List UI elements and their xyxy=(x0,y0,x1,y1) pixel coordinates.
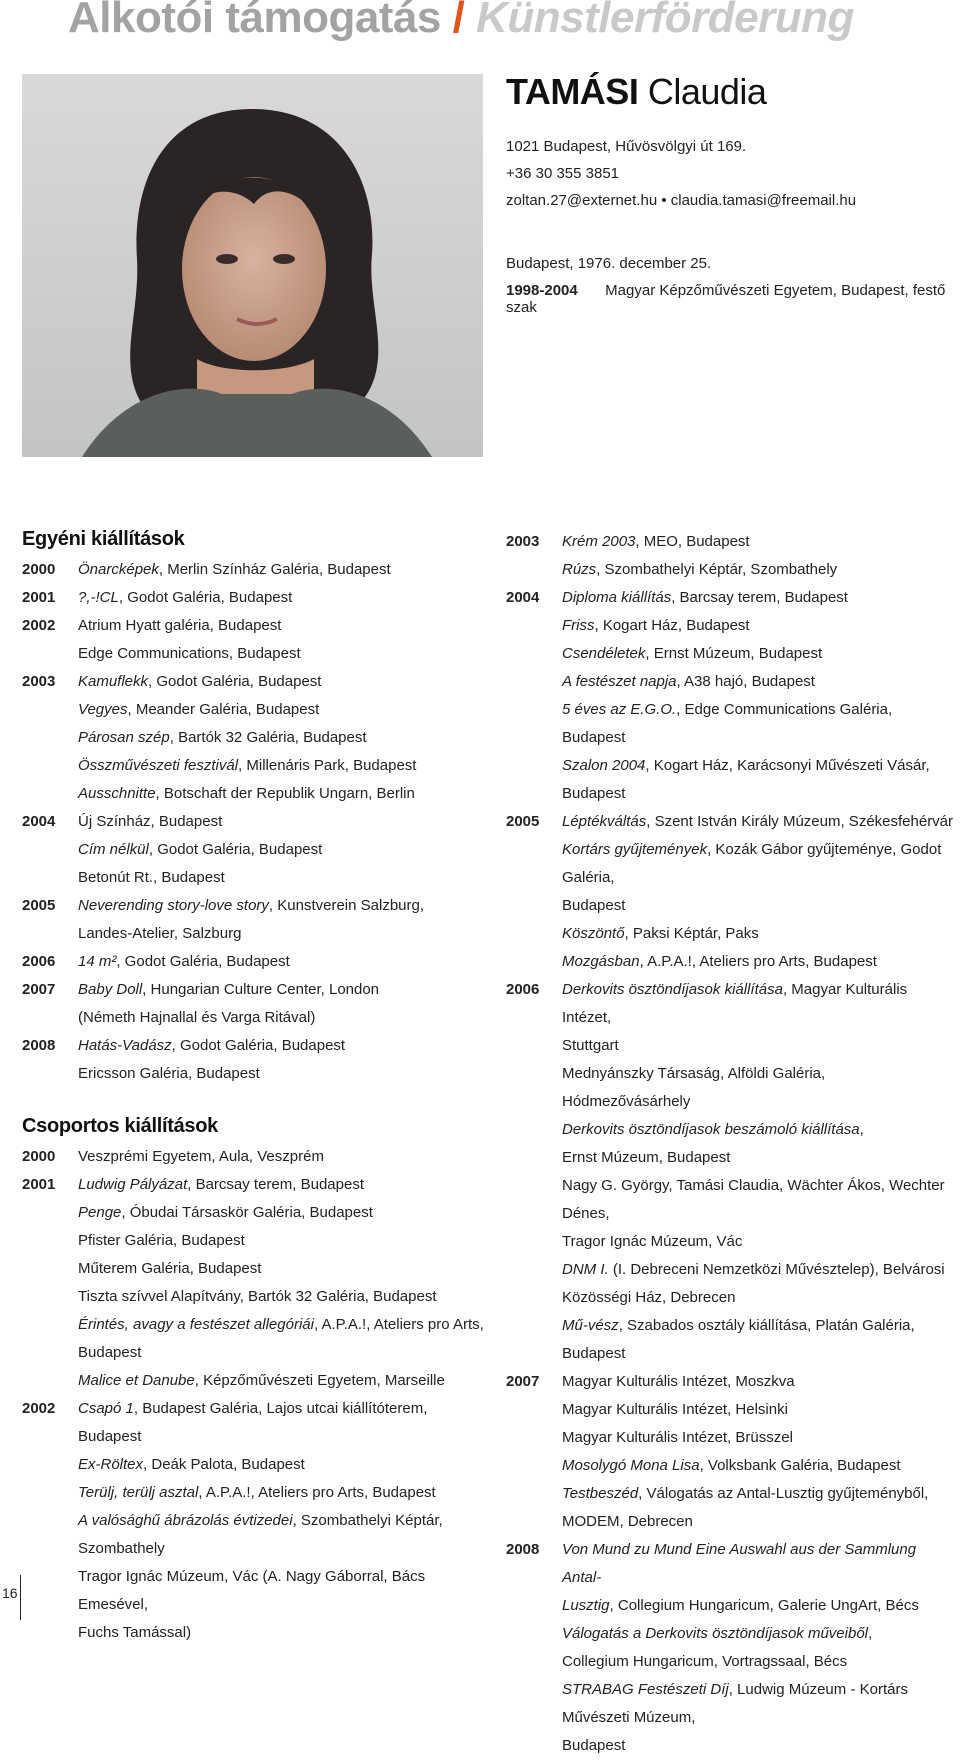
exhibition-venue: , Kunstverein Salzburg, xyxy=(268,897,425,914)
exhibition-title: Lusztig xyxy=(562,1597,610,1614)
exhibition-year: 2006 xyxy=(506,981,540,998)
exhibition-venue: Fuchs Tamással) xyxy=(78,1624,192,1641)
exhibition-entry xyxy=(506,1732,956,1760)
exhibition-entry xyxy=(506,1676,956,1732)
exhibition-year: 2001 xyxy=(22,589,56,606)
exhibition-entry xyxy=(506,976,956,1032)
exhibition-venue: , Magyar Kulturális Intézet, xyxy=(562,981,908,1026)
exhibition-entry xyxy=(506,528,956,556)
education-row xyxy=(506,282,960,316)
exhibition-venue: , Szent István Király Múzeum, Székesfehérvár xyxy=(646,813,954,830)
exhibition-title: 14 m² xyxy=(78,953,117,970)
exhibition-entry xyxy=(506,1060,956,1116)
exhibition-venue: Ericsson Galéria, Budapest xyxy=(78,1065,260,1082)
exhibition-venue: , Szabados osztály kiállítása, Platán Galéria, Budapest xyxy=(562,1317,915,1362)
exhibition-venue: , Botschaft der Republik Ungarn, Berlin xyxy=(155,785,415,802)
exhibition-entry xyxy=(22,1032,492,1060)
exhibition-year: 2002 xyxy=(22,617,56,634)
exhibition-title: Ausschnitte xyxy=(78,785,156,802)
exhibition-venue: Magyar Kulturális Intézet, Moszkva xyxy=(562,1373,795,1390)
artist-given-name: Claudia xyxy=(647,71,767,112)
exhibition-entry xyxy=(22,780,492,808)
exhibition-entry xyxy=(22,724,492,752)
exhibition-title: Derkovits ösztöndíjasok kiállítása xyxy=(562,981,783,998)
exhibition-venue: , Budapest Galéria, Lajos utcai kiállítóterem, Budapest xyxy=(78,1400,428,1445)
exhibition-entry xyxy=(22,1004,492,1032)
exhibition-entry xyxy=(506,948,956,976)
exhibition-venue: Magyar Kulturális Intézet, Brüsszel xyxy=(562,1429,793,1446)
exhibition-entry xyxy=(22,808,492,836)
exhibition-title: Szalon 2004 xyxy=(562,757,646,774)
exhibition-year: 2008 xyxy=(22,1037,56,1054)
exhibition-venue: , Godot Galéria, Budapest xyxy=(148,841,323,858)
artist-name xyxy=(506,70,766,113)
exhibition-title: Baby Doll xyxy=(78,981,143,998)
exhibition-venue: Ernst Múzeum, Budapest xyxy=(562,1149,731,1166)
exhibition-entry xyxy=(22,1563,492,1619)
exhibition-title: Malice et Danube xyxy=(78,1372,195,1389)
exhibition-title: Cím nélkül xyxy=(78,841,149,858)
artist-address: 1021 Budapest, Hűvösvölgyi út 169. xyxy=(506,138,747,155)
exhibition-year: 2002 xyxy=(22,1400,56,1417)
exhibition-venue: Magyar Kulturális Intézet, Helsinki xyxy=(562,1401,788,1418)
exhibition-entry xyxy=(22,920,492,948)
solo-exhibitions-list xyxy=(22,556,492,1088)
exhibition-venue: Veszprémi Egyetem, Aula, Veszprém xyxy=(78,1148,324,1165)
exhibition-title: DNM I. xyxy=(562,1261,609,1278)
exhibition-entry xyxy=(506,836,956,892)
exhibition-venue: , Deák Palota, Budapest xyxy=(143,1456,305,1473)
exhibition-entry xyxy=(22,1199,492,1227)
exhibition-venue: , Kogart Ház, Karácsonyi Művészeti Vásár, Budapest xyxy=(562,757,930,802)
exhibition-venue: Új Színház, Budapest xyxy=(78,813,223,830)
exhibition-year: 2004 xyxy=(506,589,540,606)
exhibition-venue: Tragor Ignác Múzeum, Vác xyxy=(562,1233,743,1250)
exhibition-venue: , Godot Galéria, Budapest xyxy=(148,673,322,690)
exhibition-venue: Közösségi Ház, Debrecen xyxy=(562,1289,736,1306)
group-exhibitions-list-continued xyxy=(506,528,956,1760)
exhibition-year: 2003 xyxy=(506,533,540,550)
exhibition-title: Köszöntő xyxy=(562,925,625,942)
exhibition-venue: Tragor Ignác Múzeum, Vác (A. Nagy Gáborral, Bács Emesével, xyxy=(78,1568,426,1613)
exhibition-venue: MODEM, Debrecen xyxy=(562,1513,693,1530)
exhibition-title: Penge xyxy=(78,1204,122,1221)
exhibition-entry xyxy=(22,752,492,780)
group-exhibitions-list xyxy=(22,1143,492,1647)
exhibition-entry xyxy=(506,1228,956,1256)
exhibition-venue: , Válogatás az Antal-Lusztig gyűjteményből, xyxy=(638,1485,929,1502)
exhibition-title: Kortárs gyűjtemények xyxy=(562,841,708,858)
exhibition-entry xyxy=(22,1255,492,1283)
artist-birth: Budapest, 1976. december 25. xyxy=(506,255,712,272)
exhibition-venue: Budapest xyxy=(562,1737,626,1754)
header-separator: / xyxy=(452,0,465,42)
exhibition-venue: Budapest xyxy=(78,1344,142,1361)
artist-emails: zoltan.27@externet.hu • claudia.tamasi@freemail.hu xyxy=(506,192,857,209)
exhibition-venue: , Meander Galéria, Budapest xyxy=(127,701,320,718)
exhibition-year: 2007 xyxy=(22,981,56,998)
exhibition-venue: , Edge Communications Galéria, Budapest xyxy=(562,701,893,746)
exhibition-entry xyxy=(22,864,492,892)
exhibition-entry xyxy=(22,1227,492,1255)
exhibition-venue: , A.P.A.!, Ateliers pro Arts, Budapest xyxy=(639,953,877,970)
exhibition-entry xyxy=(506,1592,956,1620)
exhibition-venue: Edge Communications, Budapest xyxy=(78,645,301,662)
exhibition-venue: , Godot Galéria, Budapest xyxy=(118,589,293,606)
exhibition-venue: , Bartók 32 Galéria, Budapest xyxy=(169,729,367,746)
exhibition-venue: , Volksbank Galéria, Budapest xyxy=(699,1457,901,1474)
exhibition-title: Ludwig Pályázat xyxy=(78,1176,188,1193)
exhibition-entry xyxy=(22,1451,492,1479)
exhibition-venue: , Ludwig Múzeum - Kortárs Művészeti Múzeum, xyxy=(562,1681,908,1726)
exhibition-venue: , Godot Galéria, Budapest xyxy=(116,953,290,970)
exhibition-entry xyxy=(506,696,956,752)
exhibition-entry xyxy=(506,1032,956,1060)
exhibition-title: Terülj, terülj asztal xyxy=(78,1484,199,1501)
exhibition-entry xyxy=(22,640,492,668)
exhibition-venue: , xyxy=(868,1625,873,1642)
exhibition-venue: , Óbudai Társaskör Galéria, Budapest xyxy=(121,1204,373,1221)
exhibition-entry xyxy=(506,1536,956,1592)
exhibition-year: 2005 xyxy=(506,813,540,830)
exhibition-venue: Budapest xyxy=(562,897,626,914)
exhibition-entry xyxy=(22,1311,492,1339)
exhibition-entry xyxy=(506,1620,956,1648)
exhibition-title: Érintés, avagy a festészet allegóriái xyxy=(78,1316,314,1333)
artist-phone: +36 30 355 3851 xyxy=(506,165,620,182)
exhibition-year: 2003 xyxy=(22,673,56,690)
exhibition-title: Kamuflekk xyxy=(78,673,149,690)
exhibition-title: Csendéletek xyxy=(562,645,646,662)
exhibition-entry xyxy=(506,556,956,584)
exhibition-entry xyxy=(506,1144,956,1172)
exhibition-venue: , Szombathelyi Képtár, Szombathely xyxy=(78,1512,443,1557)
exhibition-entry xyxy=(22,1367,492,1395)
exhibition-entry xyxy=(22,1171,492,1199)
exhibition-entry xyxy=(22,556,492,584)
exhibition-venue: Műterem Galéria, Budapest xyxy=(78,1260,262,1277)
exhibition-venue: Mednyánszky Társaság, Alföldi Galéria, Hódmezővásárhely xyxy=(562,1065,826,1110)
exhibition-entry xyxy=(22,892,492,920)
exhibition-venue: , A.P.A.!, Ateliers pro Arts, Budapest xyxy=(198,1484,436,1501)
exhibition-venue: , Képzőművészeti Egyetem, Marseille xyxy=(194,1372,445,1389)
page-number: 16 xyxy=(2,1585,18,1601)
exhibition-title: Összművészeti fesztivál xyxy=(78,757,239,774)
exhibition-title: Mű-vész xyxy=(562,1317,619,1334)
exhibition-year: 2008 xyxy=(506,1541,540,1558)
exhibition-title: Önarcképek xyxy=(78,561,159,578)
exhibition-entry xyxy=(506,584,956,612)
exhibition-venue: Nagy G. György, Tamási Claudia, Wächter Ákos, Wechter Dénes, xyxy=(562,1177,945,1222)
exhibition-year: 2006 xyxy=(22,953,56,970)
exhibition-entry xyxy=(22,1507,492,1563)
exhibition-entry xyxy=(22,668,492,696)
exhibition-title: STRABAG Festészeti Díj xyxy=(562,1681,729,1698)
exhibition-venue: Tiszta szívvel Alapítvány, Bartók 32 Galéria, Budapest xyxy=(78,1288,437,1305)
exhibition-entry xyxy=(506,1368,956,1396)
exhibition-entry xyxy=(506,668,956,696)
exhibition-title: Párosan szép xyxy=(78,729,170,746)
exhibition-title: Testbeszéd xyxy=(562,1485,639,1502)
exhibition-entry xyxy=(22,1143,492,1171)
exhibition-entry xyxy=(506,1508,956,1536)
exhibition-title: Neverending story-love story xyxy=(78,897,269,914)
page-number-rule xyxy=(20,1575,21,1620)
exhibition-venue: , Merlin Színház Galéria, Budapest xyxy=(158,561,391,578)
exhibition-entry xyxy=(506,1116,956,1144)
exhibition-venue: , Collegium Hungaricum, Galerie UngArt, Bécs xyxy=(609,1597,919,1614)
exhibition-year: 2007 xyxy=(506,1373,540,1390)
header-german: Künstlerförderung xyxy=(476,0,854,42)
exhibition-title: Mosolygó Mona Lisa xyxy=(562,1457,700,1474)
exhibition-entry xyxy=(22,1060,492,1088)
exhibition-title: Von Mund zu Mund Eine Auswahl aus der Sammlung Antal- xyxy=(562,1541,917,1586)
exhibition-entry xyxy=(506,1172,956,1228)
exhibition-venue: , Paksi Képtár, Paks xyxy=(624,925,759,942)
exhibition-title: A valósághű ábrázolás évtizedei xyxy=(78,1512,293,1529)
exhibition-venue: , Godot Galéria, Budapest xyxy=(171,1037,346,1054)
exhibition-venue: , Szombathelyi Képtár, Szombathely xyxy=(596,561,838,578)
exhibition-entry xyxy=(22,612,492,640)
exhibition-entry xyxy=(22,1395,492,1451)
exhibition-title: Léptékváltás xyxy=(562,813,647,830)
exhibition-entry xyxy=(22,976,492,1004)
exhibition-entry xyxy=(506,808,956,836)
exhibition-title: Diploma kiállítás xyxy=(562,589,672,606)
exhibition-title: Friss xyxy=(562,617,595,634)
exhibition-entry xyxy=(506,1452,956,1480)
exhibition-entry xyxy=(22,1283,492,1311)
exhibition-entry xyxy=(22,1479,492,1507)
exhibition-year: 2000 xyxy=(22,1148,56,1165)
exhibition-entry xyxy=(506,892,956,920)
portrait-image xyxy=(22,74,483,457)
education-years: 1998-2004 xyxy=(506,282,578,299)
artist-surname: TAMÁSI xyxy=(506,71,639,112)
exhibition-venue: Pfister Galéria, Budapest xyxy=(78,1232,245,1249)
artist-portrait xyxy=(22,74,483,457)
exhibition-venue: Landes-Atelier, Salzburg xyxy=(78,925,242,942)
exhibition-title: Rúzs xyxy=(562,561,597,578)
exhibition-title: Válogatás a Derkovits ösztöndíjasok műveiből xyxy=(562,1625,868,1642)
exhibition-year: 2001 xyxy=(22,1176,56,1193)
exhibition-venue: , Barcsay terem, Budapest xyxy=(671,589,848,606)
exhibition-venue: (I. Debreceni Nemzetközi Művésztelep), Belvárosi xyxy=(608,1261,945,1278)
exhibition-venue: , Kozák Gábor gyűjteménye, Godot Galéria, xyxy=(562,841,942,886)
exhibition-entry xyxy=(506,1312,956,1368)
exhibition-entry xyxy=(506,1256,956,1284)
education-text: Magyar Képzőművészeti Egyetem, Budapest, festő szak xyxy=(506,282,946,316)
exhibition-entry xyxy=(22,948,492,976)
exhibition-title: Mozgásban xyxy=(562,953,640,970)
exhibition-venue: , Millenáris Park, Budapest xyxy=(238,757,417,774)
exhibition-title: Csapó 1 xyxy=(78,1400,134,1417)
exhibition-entry xyxy=(22,1619,492,1647)
exhibition-venue: Collegium Hungaricum, Vortragssaal, Bécs xyxy=(562,1653,848,1670)
group-exhibitions-title: Csoportos kiállítások xyxy=(22,1115,218,1137)
exhibition-venue: Betonút Rt., Budapest xyxy=(78,869,225,886)
exhibition-venue: , xyxy=(859,1121,864,1138)
exhibition-entry xyxy=(506,640,956,668)
exhibition-entry xyxy=(506,920,956,948)
header-hungarian: Alkotói támogatás xyxy=(68,0,441,42)
exhibition-title: Ex-Röltex xyxy=(78,1456,144,1473)
page-header xyxy=(68,0,854,45)
exhibition-entry xyxy=(506,1648,956,1676)
exhibition-title: ?,-!CL xyxy=(78,589,119,606)
exhibition-venue: (Németh Hajnallal és Varga Ritával) xyxy=(78,1009,316,1026)
exhibition-venue: , Kogart Ház, Budapest xyxy=(594,617,750,634)
exhibition-year: 2005 xyxy=(22,897,56,914)
exhibition-venue: Atrium Hyatt galéria, Budapest xyxy=(78,617,282,634)
exhibition-entry xyxy=(22,696,492,724)
exhibition-venue: , MEO, Budapest xyxy=(635,533,750,550)
exhibition-title: 5 éves az E.G.O. xyxy=(562,701,677,718)
exhibition-entry xyxy=(22,1339,492,1367)
exhibition-year: 2004 xyxy=(22,813,56,830)
exhibition-venue: , Barcsay terem, Budapest xyxy=(187,1176,364,1193)
exhibition-venue: , Hungarian Culture Center, London xyxy=(142,981,380,998)
exhibition-title: Hatás-Vadász xyxy=(78,1037,172,1054)
exhibition-entry xyxy=(506,612,956,640)
exhibition-entry xyxy=(506,752,956,808)
exhibition-title: A festészet napja xyxy=(562,673,677,690)
exhibition-entry xyxy=(506,1480,956,1508)
exhibition-entry xyxy=(22,584,492,612)
exhibition-title: Derkovits ösztöndíjasok beszámoló kiállítása xyxy=(562,1121,860,1138)
solo-exhibitions-title: Egyéni kiállítások xyxy=(22,528,185,550)
exhibition-title: Vegyes xyxy=(78,701,128,718)
exhibition-title: Krém 2003 xyxy=(562,533,636,550)
exhibition-venue: , A38 hajó, Budapest xyxy=(676,673,815,690)
exhibition-venue: , Ernst Múzeum, Budapest xyxy=(645,645,823,662)
exhibition-venue: Stuttgart xyxy=(562,1037,619,1054)
exhibition-year: 2000 xyxy=(22,561,56,578)
exhibition-venue: , A.P.A.!, Ateliers pro Arts, xyxy=(313,1316,484,1333)
exhibition-entry xyxy=(506,1284,956,1312)
exhibition-entry xyxy=(506,1396,956,1424)
exhibition-entry xyxy=(506,1424,956,1452)
exhibition-entry xyxy=(22,836,492,864)
